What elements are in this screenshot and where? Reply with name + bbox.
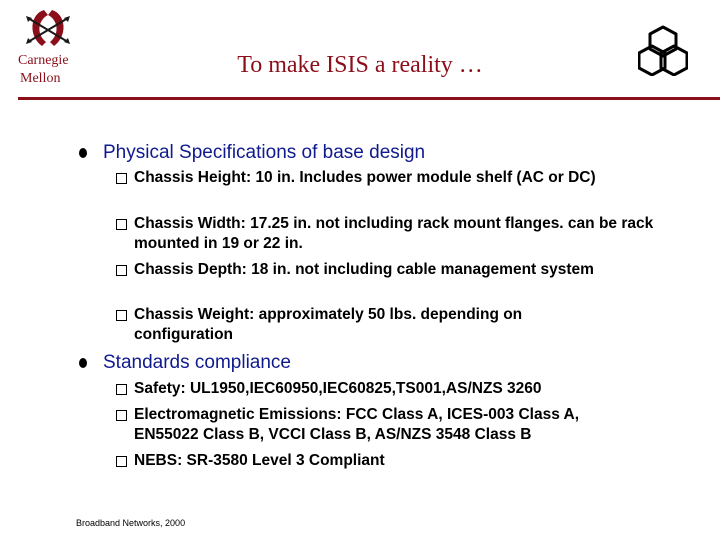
checkbox-bullet-icon: [116, 265, 127, 276]
title-divider: [18, 97, 720, 100]
trefoil-logo-icon: [638, 24, 688, 76]
footer-text: Broadband Networks, 2000: [76, 518, 186, 528]
list-item-text: Chassis Height: 10 in. Includes power module shelf (AC or DC): [134, 169, 596, 186]
checkbox-bullet-icon: [116, 456, 127, 467]
list-item: [116, 305, 656, 345]
checkbox-bullet-icon: [116, 219, 127, 230]
list-item-text: Chassis Width: 17.25 in. not including rack mount flanges. can be rack mounted in 19 or 22 in.: [134, 215, 654, 252]
list-item: [116, 451, 656, 471]
list-item-text: Safety: UL1950,IEC60950,IEC60825,TS001,AS/NZS 3260: [134, 380, 542, 397]
checkbox-bullet-icon: [116, 173, 127, 184]
list-item: [116, 379, 656, 399]
section-heading-standards: Standards compliance: [103, 352, 291, 373]
cmu-wordmark-line2: Mellon: [20, 71, 61, 86]
list-item: [116, 260, 656, 280]
list-item: [116, 405, 656, 445]
list-item-text: Chassis Weight: approximately 50 lbs. depending on configuration: [134, 306, 523, 343]
checkbox-bullet-icon: [116, 310, 127, 321]
cmu-wordmark-line1: Carnegie: [18, 53, 69, 68]
cmu-logo-icon: [22, 6, 74, 54]
section-heading-physical: Physical Specifications of base design: [103, 142, 426, 163]
cmu-wordmark: [18, 52, 88, 88]
list-item-text: NEBS: SR-3580 Level 3 Compliant: [134, 452, 385, 469]
list-item: [116, 168, 656, 188]
list-item-text: Electromagnetic Emissions: FCC Class A, ICES-003 Class A, EN55022 Class B, VCCI Class B, AS/NZS 3548 Class B: [134, 406, 580, 443]
section-bullet: [79, 148, 87, 158]
list-item: [116, 214, 656, 254]
section-bullet: [79, 358, 87, 368]
checkbox-bullet-icon: [116, 384, 127, 395]
checkbox-bullet-icon: [116, 410, 127, 421]
list-item-text: Chassis Depth: 18 in. not including cable management system: [134, 261, 594, 278]
page-title: To make ISIS a reality …: [237, 52, 483, 78]
